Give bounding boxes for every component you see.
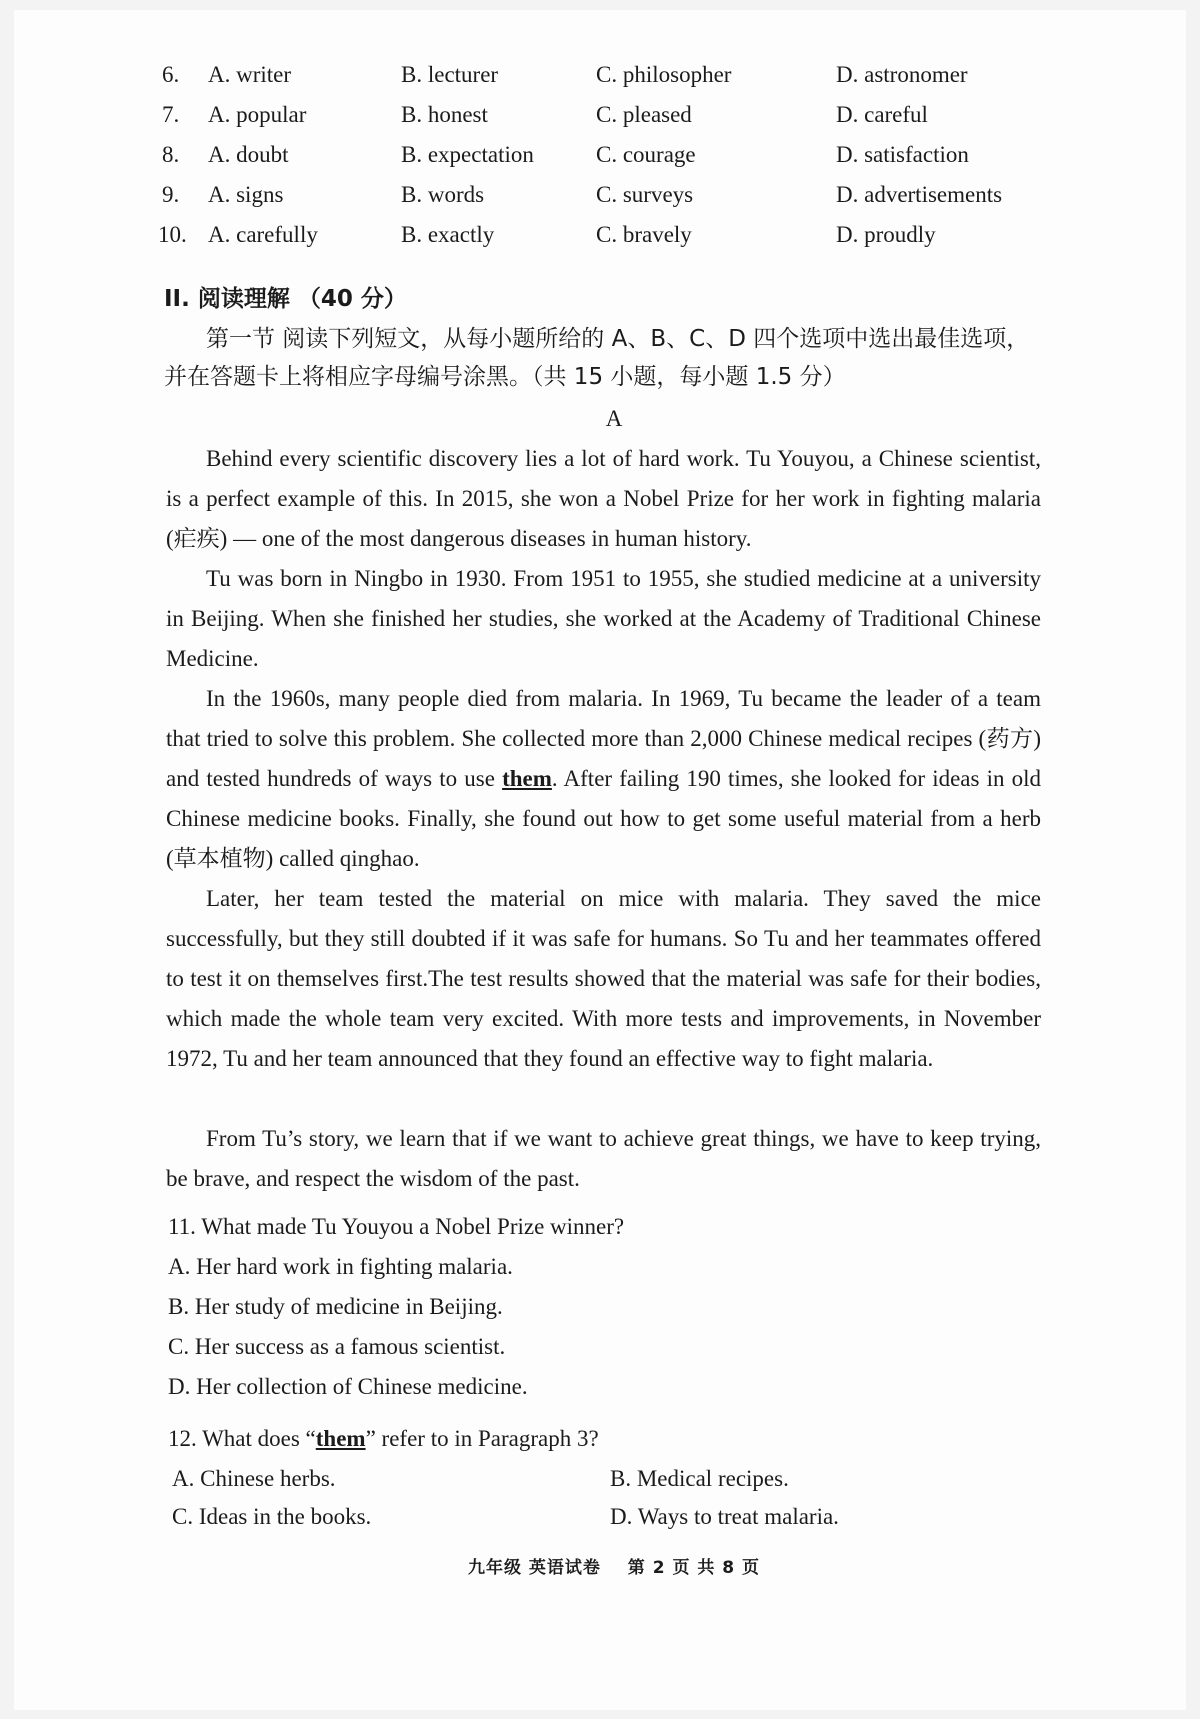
option-c: C. bravely [596, 222, 692, 247]
passage-paragraph-5: From Tu’s story, we learn that if we want to achieve great things, we have to keep trying, be brave, and respect the wisdom of the past. [166, 1126, 1041, 1191]
option-c: C. surveys [596, 182, 694, 207]
question-text: 12. What does “ [168, 1426, 316, 1451]
option-a: A. signs [208, 182, 284, 207]
option-c: C. pleased [596, 102, 692, 127]
option-b: B. exactly [401, 222, 495, 247]
option-b: B. words [401, 182, 485, 207]
paragraph-text: . After failing 190 times, she looked for ideas in old Chinese medicine books. Finally, she found out how to get some useful material from a herb (草本植物) called qinghao. [166, 766, 1041, 871]
q11-option-d: D. Her collection of Chinese medicine. [168, 1374, 528, 1399]
section-title: II. 阅读理解 （40 分） [164, 286, 407, 312]
option-b: B. lecturer [401, 62, 499, 87]
option-a: A. writer [208, 62, 292, 87]
option-a: A. doubt [208, 142, 289, 167]
option-c: C. courage [596, 142, 696, 167]
section-instruction: 第一节 阅读下列短文，从每小题所给的 A、B、C、D 四个选项中选出最佳选项，并在答题卡上将相应字母编号涂黑。（共 15 小题，每小题 1.5 分） [164, 326, 1030, 390]
option-d: D. astronomer [836, 62, 968, 87]
option-c: C. philosopher [596, 62, 732, 87]
q11-option-b: B. Her study of medicine in Beijing. [168, 1294, 503, 1319]
underlined-word: them [315, 1426, 366, 1451]
paragraph-text: In the 1960s, many people died from malaria. In 1969, Tu became the leader of a team that tried to solve this problem. She collected more than 2,000 Chinese medical recipes (药方) and tested hundreds of ways to use [166, 686, 1041, 791]
question-number: 7. [162, 102, 180, 127]
question-number: 10. [158, 222, 187, 247]
q12-option-a: A. Chinese herbs. [172, 1466, 336, 1491]
q12-option-d: D. Ways to treat malaria. [610, 1504, 839, 1529]
underlined-word: them [502, 766, 552, 791]
question-number: 6. [162, 62, 180, 87]
footer-page-number: 第 2 页 共 8 页 [627, 1558, 761, 1578]
option-b: B. honest [401, 102, 488, 127]
passage-paragraph-2: Tu was born in Ningbo in 1930. From 1951 to 1955, she studied medicine at a university in Beijing. When she finished her studies, she worked at the Academy of Traditional Chinese Medicine. [166, 566, 1041, 671]
passage-paragraph-4: Later, her team tested the material on mice with malaria. They saved the mice successfully, but they still doubted if it was safe for humans. So Tu and her teammates offered to test it on themselves first.The test results showed that the material was safe for their bodies, which made the whole team very excited. With more tests and improvements, in November 1972, Tu and her team announced that they found an effective way to fight malaria. [166, 886, 1041, 1071]
exam-page [14, 10, 1186, 1710]
question-11: 11. What made Tu Youyou a Nobel Prize winner? [168, 1214, 625, 1239]
option-a: A. popular [208, 102, 307, 127]
question-number: 9. [162, 182, 180, 207]
q12-option-b: B. Medical recipes. [610, 1466, 789, 1491]
question-12 [168, 1422, 599, 1456]
option-d: D. proudly [836, 222, 936, 247]
option-b: B. expectation [401, 142, 534, 167]
q11-option-a: A. Her hard work in fighting malaria. [168, 1254, 513, 1279]
page-footer [14, 1555, 1200, 1581]
passage-paragraph-1: Behind every scientific discovery lies a lot of hard work. Tu Youyou, a Chinese scientist, is a perfect example of this. In 2015, she won a Nobel Prize for her work in fighting malaria (疟疾) — one of the most dangerous diseases in human history. [166, 446, 1041, 551]
option-a: A. carefully [208, 222, 318, 247]
passage-label: A [605, 406, 623, 431]
option-d: D. advertisements [836, 182, 1003, 207]
q12-option-c: C. Ideas in the books. [172, 1504, 372, 1529]
passage-paragraph-3 [166, 679, 1041, 879]
question-number: 8. [162, 142, 180, 167]
q11-option-c: C. Her success as a famous scientist. [168, 1334, 506, 1359]
footer-grade-subject: 九年级 英语试卷 [467, 1558, 601, 1578]
option-d: D. satisfaction [836, 142, 969, 167]
option-d: D. careful [836, 102, 928, 127]
question-text: ” refer to in Paragraph 3? [365, 1426, 599, 1451]
